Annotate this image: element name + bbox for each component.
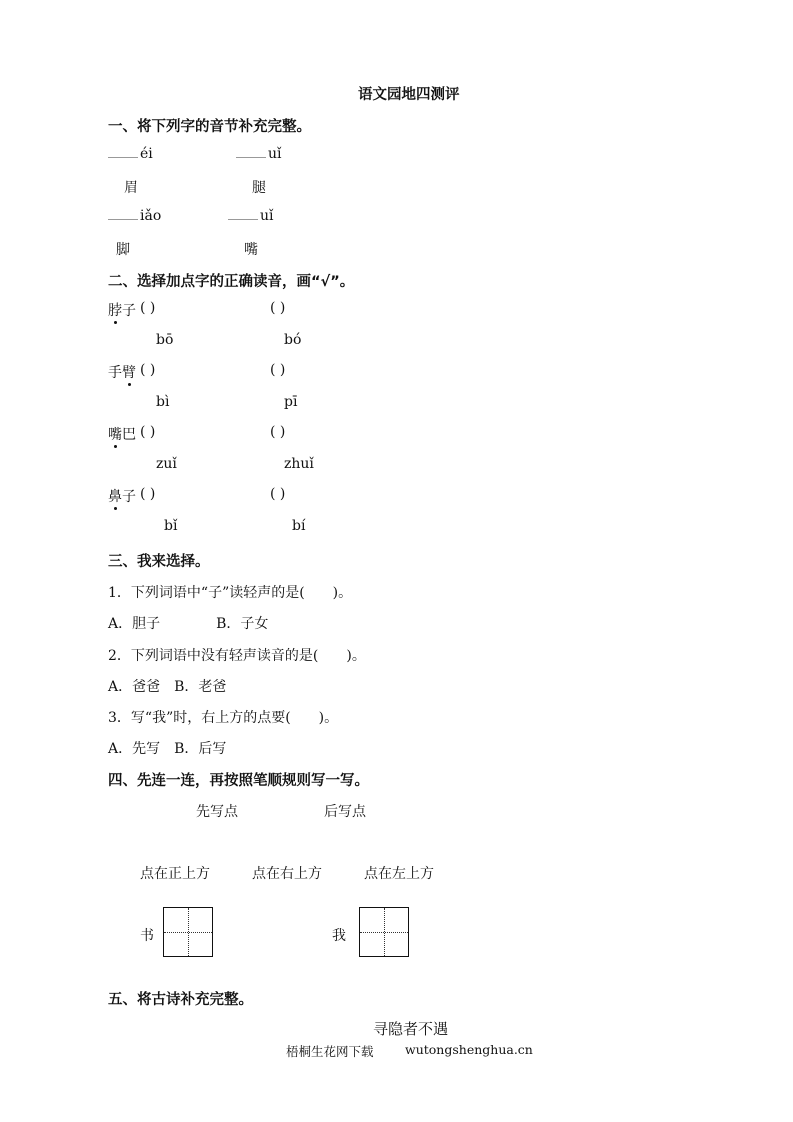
question-line: 1．下列词语中“子”读轻声的是( )。	[108, 585, 353, 601]
word-with-dotted-char: 脖子	[108, 303, 136, 319]
label-dot-top-left: 点在左上方	[364, 866, 434, 882]
character: 眉	[124, 180, 138, 196]
pinyin-blank[interactable]: iǎo	[108, 208, 161, 224]
pinyin-option-b: zhuǐ	[284, 456, 314, 472]
character: 腿	[252, 180, 266, 196]
section-5-heading: 五、将古诗补充完整。	[108, 992, 253, 1008]
pinyin-option-a: bǐ	[164, 518, 178, 534]
label-dot-top-right: 点在右上方	[252, 866, 322, 882]
answer-paren[interactable]: ( )	[270, 362, 286, 378]
answer-paren[interactable]: ( )	[140, 362, 156, 378]
word-with-dotted-char: 手臂	[108, 365, 136, 381]
pinyin-option-a: bì	[156, 394, 170, 410]
pinyin-blank[interactable]: éi	[108, 146, 153, 162]
character: 脚	[116, 242, 130, 258]
section-1-heading: 一、将下列字的音节补充完整。	[108, 119, 311, 135]
answer-paren[interactable]: ( )	[270, 486, 286, 502]
pinyin-option-b: bó	[284, 332, 302, 348]
label-write-dot-first: 先写点	[196, 804, 238, 820]
pinyin-option-a: zuǐ	[156, 456, 177, 472]
answer-options: A．先写 B．后写	[108, 741, 227, 757]
pinyin-blank[interactable]: uǐ	[236, 146, 282, 162]
pinyin-blank[interactable]: uǐ	[228, 208, 274, 224]
pinyin-option-b: bí	[292, 518, 306, 534]
section-2-heading: 二、选择加点字的正确读音，画“√”。	[108, 274, 355, 290]
answer-options: A．爸爸 B．老爸	[108, 679, 227, 695]
writing-grid[interactable]	[359, 907, 409, 957]
poem-title: 寻隐者不遇	[373, 1020, 449, 1038]
section-3-heading: 三、我来选择。	[108, 554, 210, 570]
pinyin-option-b: pī	[284, 394, 298, 410]
character: 嘴	[244, 242, 258, 258]
footer-url: wutongshenghua.cn	[405, 1042, 533, 1057]
question-line: 2．下列词语中没有轻声读音的是( )。	[108, 648, 366, 664]
answer-paren[interactable]: ( )	[140, 486, 156, 502]
answer-paren[interactable]: ( )	[140, 300, 156, 316]
word-with-dotted-char: 嘴巴	[108, 427, 136, 443]
section-4-heading: 四、先连一连，再按照笔顺规则写一写。	[108, 773, 369, 789]
label-dot-top: 点在正上方	[140, 866, 210, 882]
answer-paren[interactable]: ( )	[270, 300, 286, 316]
word-with-dotted-char: 鼻子	[108, 489, 136, 505]
answer-paren[interactable]: ( )	[140, 424, 156, 440]
character-wo: 我	[332, 928, 346, 944]
page-title: 语文园地四测评	[358, 87, 460, 103]
answer-paren[interactable]: ( )	[270, 424, 286, 440]
footer-site-name: 梧桐生花网下载	[286, 1044, 374, 1059]
writing-grid[interactable]	[163, 907, 213, 957]
character-shu: 书	[140, 928, 154, 944]
question-line: 3．写“我”时，右上方的点要( )。	[108, 710, 339, 726]
label-write-dot-last: 后写点	[324, 804, 366, 820]
answer-options: A．胆子 B．子女	[108, 616, 269, 632]
pinyin-option-a: bō	[156, 332, 174, 348]
